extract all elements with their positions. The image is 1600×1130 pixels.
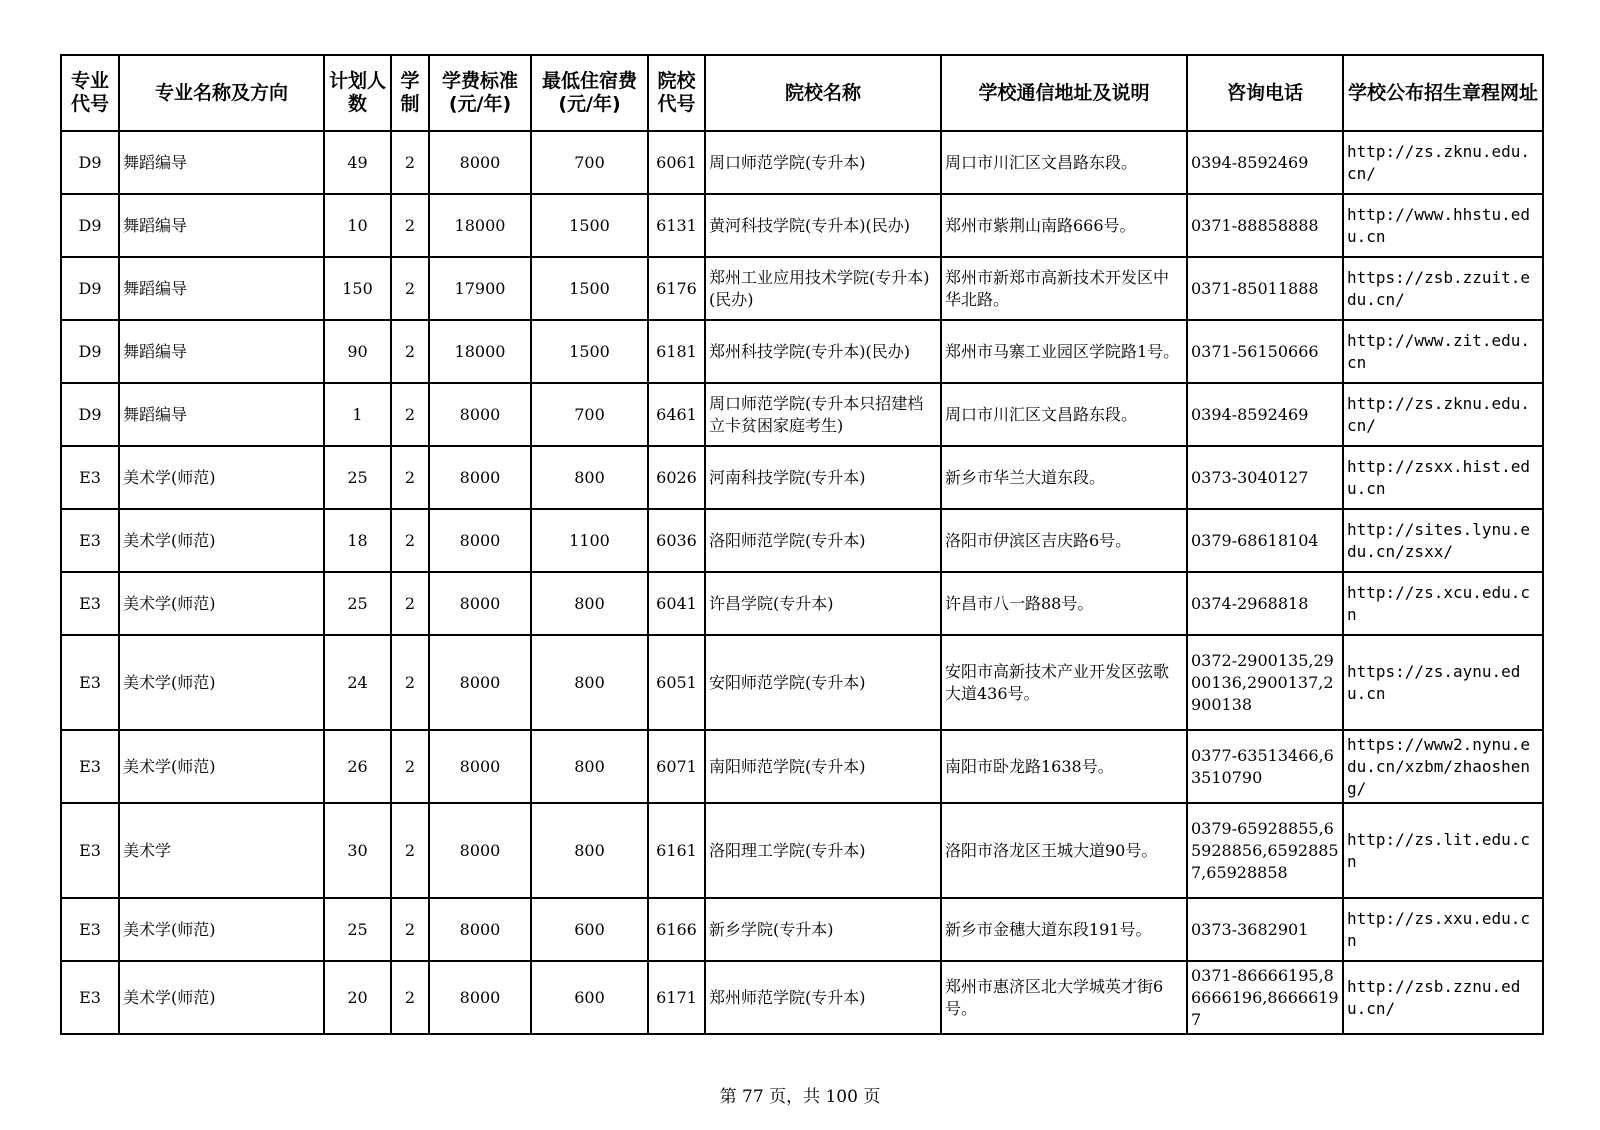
page-number: 第 77 页，共 100 页	[719, 1087, 881, 1107]
cell-major-code: D9	[61, 320, 119, 383]
cell-tuition: 8000	[429, 446, 531, 509]
cell-school-name: 河南科技学院(专升本)	[705, 446, 941, 509]
cell-address: 许昌市八一路88号。	[941, 572, 1187, 635]
cell-charter-url: https://zsb.zzuit.edu.cn/	[1343, 257, 1543, 320]
cell-lodging-fee: 1500	[531, 320, 648, 383]
cell-tuition: 17900	[429, 257, 531, 320]
cell-lodging-fee: 700	[531, 383, 648, 446]
cell-major-code: E3	[61, 509, 119, 572]
header-duration: 学制	[391, 55, 429, 131]
cell-major-code: E3	[61, 635, 119, 730]
cell-charter-url: http://www.zit.edu.cn	[1343, 320, 1543, 383]
cell-lodging-fee: 800	[531, 572, 648, 635]
cell-plan-count: 25	[324, 898, 391, 961]
header-phone: 咨询电话	[1187, 55, 1343, 131]
header-tuition: 学费标准(元/年)	[429, 55, 531, 131]
cell-plan-count: 18	[324, 509, 391, 572]
cell-major-name: 舞蹈编导	[119, 257, 324, 320]
cell-major-code: E3	[61, 730, 119, 803]
cell-tuition: 8000	[429, 803, 531, 898]
header-major-name: 专业名称及方向	[119, 55, 324, 131]
cell-phone: 0372-2900135,2900136,2900137,2900138	[1187, 635, 1343, 730]
cell-duration: 2	[391, 194, 429, 257]
cell-phone: 0374-2968818	[1187, 572, 1343, 635]
cell-major-code: D9	[61, 257, 119, 320]
cell-phone: 0394-8592469	[1187, 383, 1343, 446]
cell-school-code: 6061	[648, 131, 705, 194]
cell-duration: 2	[391, 509, 429, 572]
cell-tuition: 18000	[429, 194, 531, 257]
table-row	[61, 509, 1543, 572]
table-row	[61, 446, 1543, 509]
cell-plan-count: 150	[324, 257, 391, 320]
cell-charter-url: https://www2.nynu.edu.cn/xzbm/zhaosheng/	[1343, 730, 1543, 803]
cell-school-code: 6026	[648, 446, 705, 509]
header-row	[61, 55, 1543, 131]
cell-plan-count: 25	[324, 446, 391, 509]
header-school-name: 院校名称	[705, 55, 941, 131]
table-row	[61, 320, 1543, 383]
header-charter-url: 学校公布招生章程网址	[1343, 55, 1543, 131]
cell-phone: 0373-3040127	[1187, 446, 1343, 509]
cell-major-name: 美术学(师范)	[119, 635, 324, 730]
cell-lodging-fee: 600	[531, 961, 648, 1034]
cell-lodging-fee: 1100	[531, 509, 648, 572]
cell-charter-url: https://zs.aynu.edu.cn	[1343, 635, 1543, 730]
table-row	[61, 194, 1543, 257]
cell-duration: 2	[391, 635, 429, 730]
cell-address: 新乡市金穗大道东段191号。	[941, 898, 1187, 961]
cell-tuition: 8000	[429, 898, 531, 961]
cell-major-code: E3	[61, 803, 119, 898]
table-row	[61, 131, 1543, 194]
table-row	[61, 898, 1543, 961]
cell-address: 郑州市紫荆山南路666号。	[941, 194, 1187, 257]
cell-lodging-fee: 800	[531, 635, 648, 730]
cell-major-name: 美术学(师范)	[119, 509, 324, 572]
header-address: 学校通信地址及说明	[941, 55, 1187, 131]
cell-school-name: 新乡学院(专升本)	[705, 898, 941, 961]
cell-address: 郑州市新郑市高新技术开发区中华北路。	[941, 257, 1187, 320]
table-row	[61, 383, 1543, 446]
cell-phone: 0371-85011888	[1187, 257, 1343, 320]
cell-plan-count: 30	[324, 803, 391, 898]
cell-school-code: 6036	[648, 509, 705, 572]
cell-duration: 2	[391, 257, 429, 320]
cell-phone: 0371-86666195,86666196,86666197	[1187, 961, 1343, 1034]
cell-tuition: 8000	[429, 383, 531, 446]
cell-phone: 0394-8592469	[1187, 131, 1343, 194]
table-row	[61, 961, 1543, 1034]
cell-major-code: D9	[61, 131, 119, 194]
cell-major-code: E3	[61, 446, 119, 509]
table-row	[61, 635, 1543, 730]
cell-school-code: 6071	[648, 730, 705, 803]
cell-school-code: 6171	[648, 961, 705, 1034]
cell-duration: 2	[391, 383, 429, 446]
cell-lodging-fee: 800	[531, 803, 648, 898]
cell-plan-count: 49	[324, 131, 391, 194]
cell-major-name: 舞蹈编导	[119, 131, 324, 194]
header-plan-count: 计划人数	[324, 55, 391, 131]
cell-major-name: 美术学(师范)	[119, 898, 324, 961]
cell-charter-url: http://zs.zknu.edu.cn/	[1343, 131, 1543, 194]
cell-address: 洛阳市洛龙区王城大道90号。	[941, 803, 1187, 898]
table-row	[61, 730, 1543, 803]
cell-charter-url: http://sites.lynu.edu.cn/zsxx/	[1343, 509, 1543, 572]
cell-school-code: 6051	[648, 635, 705, 730]
cell-school-code: 6131	[648, 194, 705, 257]
cell-plan-count: 26	[324, 730, 391, 803]
admission-plan-table	[60, 54, 1544, 1035]
cell-phone: 0371-88858888	[1187, 194, 1343, 257]
cell-charter-url: http://www.hhstu.edu.cn	[1343, 194, 1543, 257]
cell-address: 洛阳市伊滨区吉庆路6号。	[941, 509, 1187, 572]
cell-plan-count: 90	[324, 320, 391, 383]
cell-major-name: 美术学	[119, 803, 324, 898]
cell-phone: 0379-68618104	[1187, 509, 1343, 572]
cell-tuition: 8000	[429, 509, 531, 572]
cell-major-code: D9	[61, 194, 119, 257]
cell-address: 郑州市惠济区北大学城英才街6号。	[941, 961, 1187, 1034]
cell-major-name: 美术学(师范)	[119, 446, 324, 509]
cell-school-code: 6176	[648, 257, 705, 320]
cell-major-name: 美术学(师范)	[119, 730, 324, 803]
cell-duration: 2	[391, 898, 429, 961]
cell-school-code: 6181	[648, 320, 705, 383]
table-row	[61, 257, 1543, 320]
header-lodging-fee: 最低住宿费(元/年)	[531, 55, 648, 131]
header-school-code: 院校代号	[648, 55, 705, 131]
table-body	[61, 131, 1543, 1034]
cell-school-name: 周口师范学院(专升本只招建档立卡贫困家庭考生)	[705, 383, 941, 446]
cell-school-name: 洛阳理工学院(专升本)	[705, 803, 941, 898]
cell-tuition: 8000	[429, 730, 531, 803]
cell-major-name: 舞蹈编导	[119, 383, 324, 446]
cell-phone: 0379-65928855,65928856,65928857,65928858	[1187, 803, 1343, 898]
cell-duration: 2	[391, 572, 429, 635]
cell-lodging-fee: 600	[531, 898, 648, 961]
cell-school-code: 6161	[648, 803, 705, 898]
cell-charter-url: http://zs.zknu.edu.cn/	[1343, 383, 1543, 446]
cell-address: 周口市川汇区文昌路东段。	[941, 131, 1187, 194]
cell-school-name: 黄河科技学院(专升本)(民办)	[705, 194, 941, 257]
cell-duration: 2	[391, 803, 429, 898]
cell-address: 郑州市马寨工业园区学院路1号。	[941, 320, 1187, 383]
cell-school-name: 郑州工业应用技术学院(专升本)(民办)	[705, 257, 941, 320]
cell-school-name: 郑州科技学院(专升本)(民办)	[705, 320, 941, 383]
header-major-code: 专业代号	[61, 55, 119, 131]
cell-address: 周口市川汇区文昌路东段。	[941, 383, 1187, 446]
cell-school-name: 洛阳师范学院(专升本)	[705, 509, 941, 572]
cell-major-name: 美术学(师范)	[119, 572, 324, 635]
cell-lodging-fee: 800	[531, 730, 648, 803]
cell-tuition: 8000	[429, 572, 531, 635]
cell-charter-url: http://zsxx.hist.edu.cn	[1343, 446, 1543, 509]
cell-address: 新乡市华兰大道东段。	[941, 446, 1187, 509]
cell-lodging-fee: 1500	[531, 257, 648, 320]
cell-phone: 0371-56150666	[1187, 320, 1343, 383]
cell-duration: 2	[391, 320, 429, 383]
cell-tuition: 18000	[429, 320, 531, 383]
cell-school-name: 周口师范学院(专升本)	[705, 131, 941, 194]
cell-tuition: 8000	[429, 961, 531, 1034]
cell-plan-count: 20	[324, 961, 391, 1034]
cell-duration: 2	[391, 131, 429, 194]
cell-plan-count: 1	[324, 383, 391, 446]
table-row	[61, 803, 1543, 898]
cell-address: 安阳市高新技术产业开发区弦歌大道436号。	[941, 635, 1187, 730]
cell-phone: 0373-3682901	[1187, 898, 1343, 961]
cell-plan-count: 10	[324, 194, 391, 257]
cell-charter-url: http://zs.xcu.edu.cn	[1343, 572, 1543, 635]
cell-major-code: D9	[61, 383, 119, 446]
cell-charter-url: http://zs.lit.edu.cn	[1343, 803, 1543, 898]
cell-duration: 2	[391, 730, 429, 803]
cell-school-name: 安阳师范学院(专升本)	[705, 635, 941, 730]
cell-plan-count: 24	[324, 635, 391, 730]
cell-tuition: 8000	[429, 635, 531, 730]
cell-school-name: 许昌学院(专升本)	[705, 572, 941, 635]
cell-address: 南阳市卧龙路1638号。	[941, 730, 1187, 803]
cell-major-code: E3	[61, 572, 119, 635]
cell-major-name: 舞蹈编导	[119, 320, 324, 383]
cell-lodging-fee: 800	[531, 446, 648, 509]
cell-school-code: 6041	[648, 572, 705, 635]
cell-plan-count: 25	[324, 572, 391, 635]
cell-lodging-fee: 1500	[531, 194, 648, 257]
cell-major-code: E3	[61, 898, 119, 961]
cell-duration: 2	[391, 446, 429, 509]
cell-major-name: 舞蹈编导	[119, 194, 324, 257]
cell-charter-url: http://zs.xxu.edu.cn	[1343, 898, 1543, 961]
cell-school-name: 南阳师范学院(专升本)	[705, 730, 941, 803]
cell-phone: 0377-63513466,63510790	[1187, 730, 1343, 803]
cell-lodging-fee: 700	[531, 131, 648, 194]
table-row	[61, 572, 1543, 635]
cell-school-code: 6461	[648, 383, 705, 446]
cell-major-code: E3	[61, 961, 119, 1034]
cell-school-code: 6166	[648, 898, 705, 961]
cell-duration: 2	[391, 961, 429, 1034]
cell-major-name: 美术学(师范)	[119, 961, 324, 1034]
cell-tuition: 8000	[429, 131, 531, 194]
cell-charter-url: http://zsb.zznu.edu.cn/	[1343, 961, 1543, 1034]
cell-school-name: 郑州师范学院(专升本)	[705, 961, 941, 1034]
